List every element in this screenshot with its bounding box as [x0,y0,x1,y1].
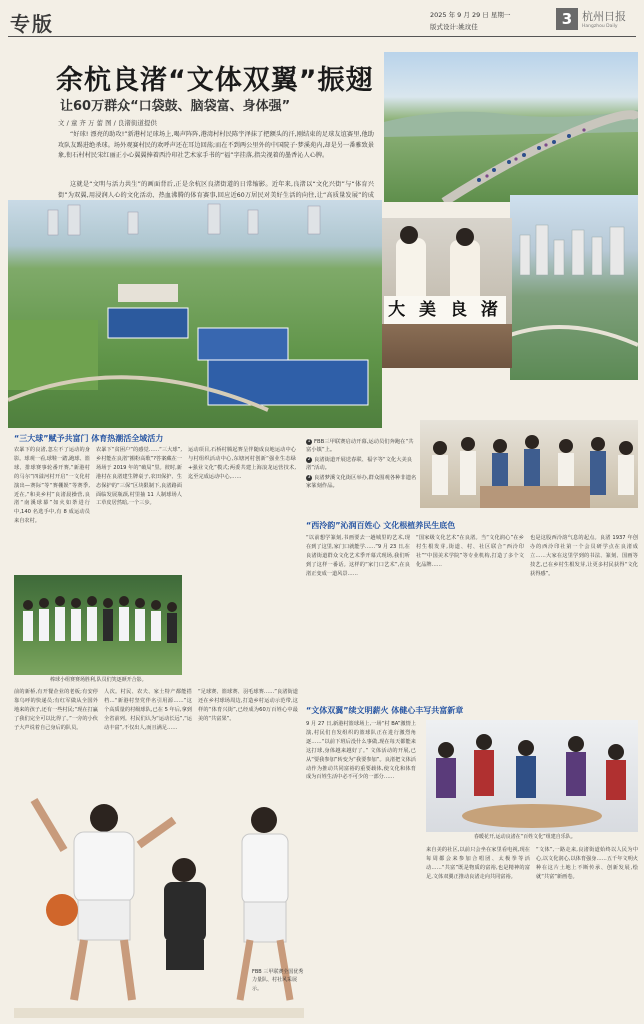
bullet-3: 3 [307,474,311,480]
section1-col1: 农暴下的良渚,忽左不了运动的身影。球观一看,球鞋一踏,跑球、篮球、排球赛事轮番开赛,“新港村的马尔”四溢河村开启“一文化村演出—赛际”等“赛棚娱”等赛季,近在,“和美乡村”良渚晨操营,良渚“南溪球幕”如火如荼进行中,140 名选手中,有 8 成运动员来自农村。 [14,447,90,525]
photo-town-aerial [510,195,638,380]
headline: 余杭良渚“文体双翼”振翅 [56,65,374,96]
park-illustration [8,200,382,428]
photo-greenway-race [384,52,638,202]
section3-col3: 来自美的社区,以前只会坐在家里看电视,现在每周都会来参加合唱团、太极拳等活动……“共富”既是物质的富裕,也是精神的富足,文体双翼正推动良渚走向共同富裕。 [426,847,530,880]
caption-community-photo: 春暖花开,运动良渚在“百姓文化”组建自乐队。 [474,834,576,840]
caption-2: 2 良渚街道开展送春联、福字等“文化大美良渚”活动。 [306,456,413,472]
section3-col1: 9 月 27 日,新港村篮球场上,一场“村 BA”激情上演,村民们自发组织的篮球队正在进行激烈角逐……“以前下班后没什么事做,现在每天都能来这打球,身体越来越好了。” 文体活动的开展,已从“要我参加”转变为“我要参加”。良渚把文体活动作为推动共同富裕的重要载体,使文化和体育成为百姓生活中必不可少的一部分…… [306,721,416,781]
section1-col3: 运动项目,石桥村腾起赛呈伴随成良地运动中心与村组织活动中心,东塘河村创新“强业生态绿+强业文化”模式;两委共建上海浪龙运营技术,迄至完成运动中心,…… [188,447,296,480]
section1-heading: “三大球”赋予共富门 体育热潮活全域活力 [14,434,164,443]
section2-heading: “西泠韵”沁润百姓心 文化根植养民生底色 [306,521,456,530]
section3-heading: “文体双翼”续文明薪火 体健心丰写共富新章 [306,706,464,715]
section2-col2: “国家级文化艺术”在良渚。当“文化润心”在乡村生根发芽,街道、村、社区联合“西泠印社”“中国美术学院”等专业机构,打造了多个文化品牌…… [416,535,524,568]
photo-sports-park-aerial [8,200,382,428]
section2-col3: 也是这股西泠韵气息的起点。良渚 1937 年创办的西泠印社第一个会员研学点在良渚成立……大家在这里学到的书法、篆刻、国画等技艺,已在乡村生根发芽,让更多村民获得“文化获得感”。 [530,535,638,577]
calligraphy-banner: 大 美 良 渚 [384,296,506,324]
bullet-2: 2 [307,456,311,462]
caption-team-photo: 棒球小组赛赛场胜利,队员们笑逐颜开合影。 [50,677,147,683]
town-illustration [510,195,638,380]
photo-basketball-players [14,790,304,1018]
section1-col4: 前的新桥,有开餐企业的老板;有安停靠乌呼的快递员;有红军做从全国外地来的孩子,还有一些村民;“现在打赢了我们完全可以比得了。”一旁的小伙子大声说着自己身后的队员。 [14,689,98,731]
byline: 文 / 童 齐 万 蕾 图 / 良渚街道提供 [58,119,157,127]
caption-3: 3 良渚梦溪文化街区举办,群众围观各种非遗名家篆刻作品。 [306,474,417,490]
section2-col1: “以前想学篆刻,书画要去一趟城里的艺术,现在到了这里,家门口就能学……”9 月 23 日,在良渚街道群众文化艺术季开幕式现场,我们听到了这样一番话。这样的“家门口艺术”,在良渚正变成一道风景…… [306,535,410,577]
section1-col2: 农暴下“贫困户”的感觉……“三大球”,乡村能在良渚“搬粉高歌”?答案藏在一场场于 2019 年的“破局”里。彼时,新港村在良渚建生牌桌子,农田保护、生态保护的“三保”区块限制下,良渚路面面临发展瓶颈,村里抽 11 人制球场人工草皮居然暗,一个三步。 [96,447,182,507]
section3-col4: “文体”,一路走来,良渚街道始终以人民为中心,以文化润心,以体育强身……五千年文明火种在这片土地上不断传承、创新发展,绘就“共富”新画卷。 [536,847,638,880]
page-number: 3 [556,8,578,30]
greenway-illustration [384,52,638,202]
section1-col5: 人次。村民、农夫、家土特产都能搭档…“新港村坚党伴名引用源……”这个高质量的村级球队,已在 5 年后,拿到全省前列。村民们认为“运动长远”,“运动丰富”,不仅出人,而且满足…… [104,689,192,731]
team-illustration [14,575,182,675]
issue-date: 2025 年 9 月 29 日 星期一 [430,11,511,19]
photo-community-activity [426,720,638,832]
newspaper-name: 杭州日报 [582,10,626,23]
section-label: 专版 [10,12,54,36]
lead-paragraph-1: “好球! 漂亮的助攻!”新港村足球场上,喝声阵阵,港湾村村民陈宇泽抹了把额头的汗,刚结束的足球友谊赛里,他助攻队友踢进绝杀球。场外观赛村民的欢呼声还在耳边回荡;而在不到两公里外的中国院子·梦溪苑内,却是另一番雅致景象,衔石村村民宋红丽正小心翼翼捧着西泠印社艺术家手书的“福”字挂落,指尖视着的墨香沁人心脾。 [58,131,374,159]
photo-calligraphy-volunteers [378,218,512,368]
subheadline: 让60万群众“口袋鼓、脑袋富、身体强” [60,99,291,114]
lead-paragraph-2: 这就是“文明与活力共生”的画面背后,正是余杭区良渚街道的日常缩影。近年来,良渚以“文化兴街”与“体育兴街”为双翼,用浸润人心的文化活动、热血沸腾的体育赛事,回应近60万居民对美好生活的向往,让“高质量发展”的成 [58,181,374,199]
caption-basketball: FBB 三甲联赛全国优秀力量队、村社风采展示。 [252,969,304,992]
crowd-illustration [420,420,638,508]
caption-1: 1 FBB三甲联赛启动开幕,运动员们奔跑在“共富小镇”上。 [306,438,414,454]
header-divider [8,36,636,37]
activity-illustration [426,720,638,832]
photo-baseball-team [14,575,182,675]
section1-col6: “足球赛、篮球赛、羽毛球赛……”良渚街道还在乡村球场周边,打造乡村运动示范带,这样的“体育兴街”,已经成为60万百姓心中最美的“共富果”。 [198,689,298,722]
bullet-1: 1 [307,438,311,444]
newspaper-name-en: Hangzhou Daily [582,24,618,29]
photo-seal-carving-exhibition [420,420,638,508]
editor-credit: 版式设计:姚玟佳 [430,23,478,31]
